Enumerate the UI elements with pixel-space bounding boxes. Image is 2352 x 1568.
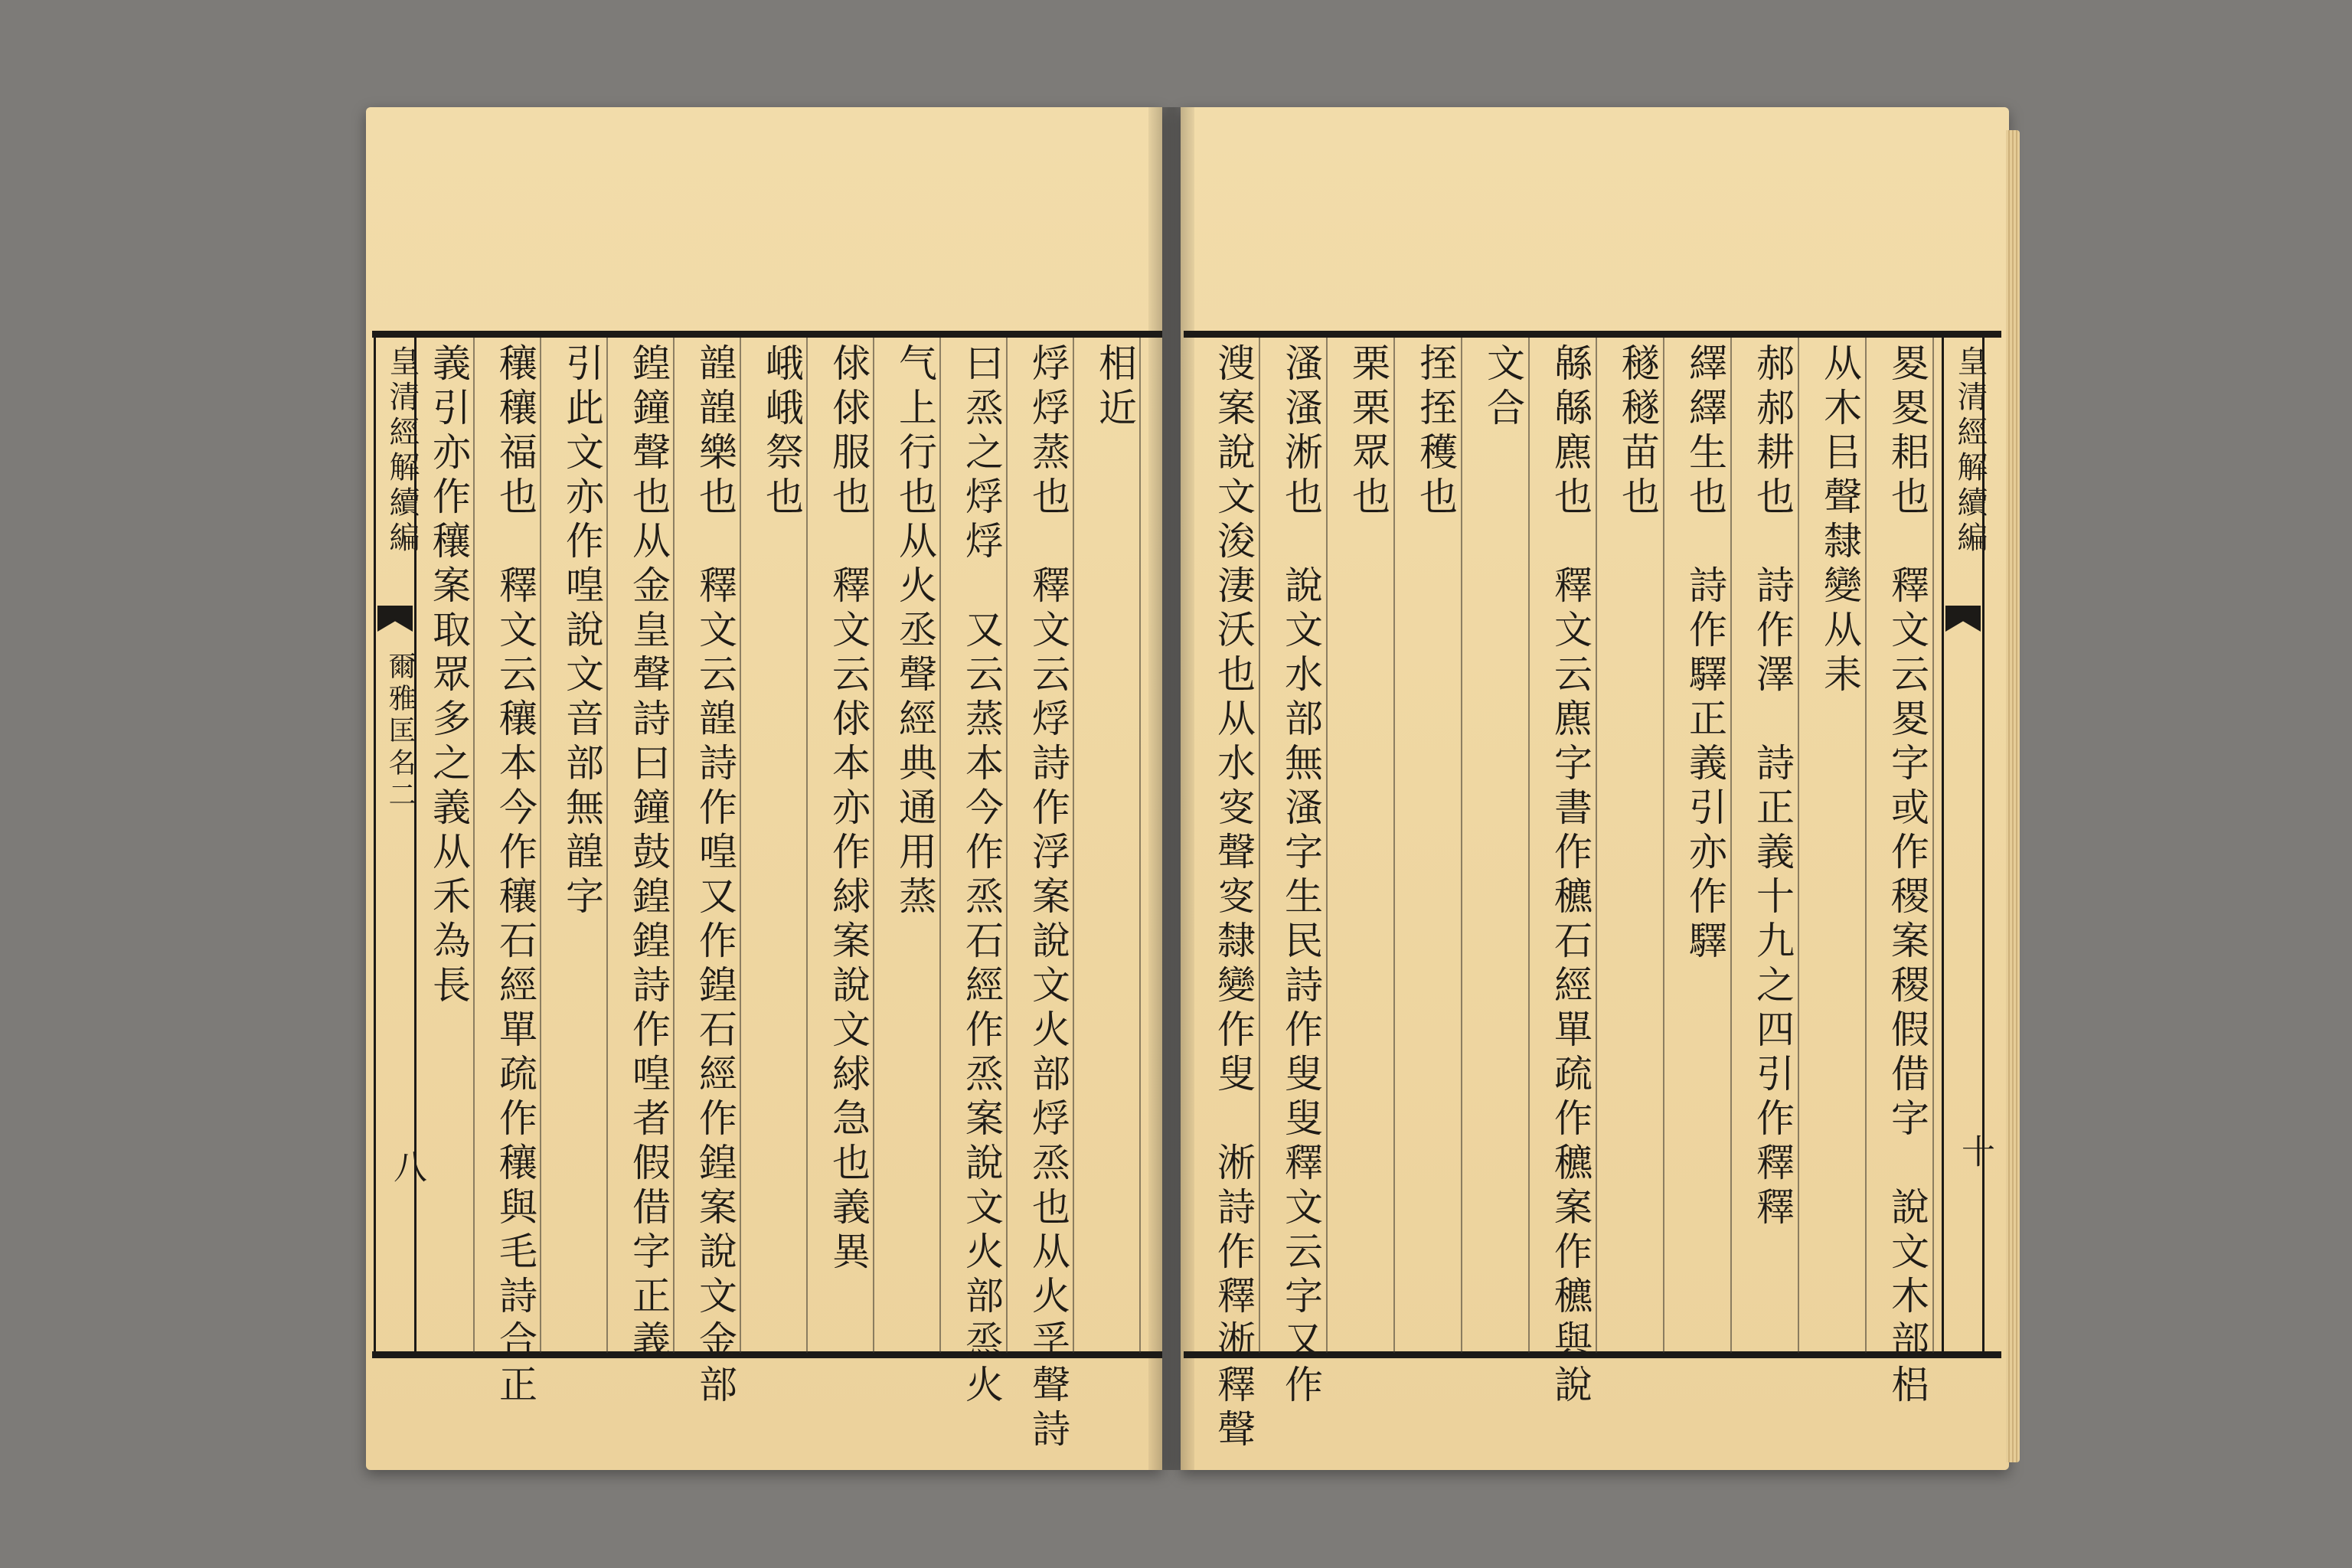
right-text-column: 溲案說文浚淒沃也从水叜聲叜隸變作叟 淅詩作釋淅釋聲 <box>1211 343 1256 1453</box>
column-rule <box>1730 338 1732 1353</box>
left-text-column: 气上行也从火丞聲經典通用蒸 <box>893 343 937 920</box>
column-rule <box>1932 338 1934 1353</box>
column-rule <box>1006 338 1008 1353</box>
right-text-column: 栗栗眾也 <box>1346 343 1390 521</box>
left-text-column: 鍠鐘聲也从金皇聲詩曰鐘鼓鍠鍠詩作喤者假借字正義 <box>626 343 671 1364</box>
left-text-column: 相近 <box>1093 343 1137 432</box>
column-rule <box>1663 338 1664 1353</box>
right-text-column: 穟穟苗也 <box>1615 343 1660 521</box>
right-text-column: 文合 <box>1481 343 1525 432</box>
column-rule <box>1073 338 1074 1353</box>
column-rule <box>1798 338 1799 1353</box>
left-text-column: 曰烝之烰烰 又云蒸本今作烝石經作烝案說文火部烝火 <box>959 343 1004 1409</box>
fish-tail-mark <box>1945 606 1981 632</box>
right-page-number: 十 <box>1955 1134 1994 1168</box>
left-header-title: 皇清經解續編 <box>384 345 420 557</box>
fish-tail-mark <box>377 606 413 632</box>
column-rule <box>606 338 608 1353</box>
column-rule <box>939 338 941 1353</box>
column-rule <box>740 338 741 1353</box>
left-text-column: 烰烰蒸也 釋文云烰詩作浮案說文火部烰烝也从火孚聲詩 <box>1026 343 1070 1453</box>
column-rule <box>1461 338 1462 1353</box>
right-text-column: 挃挃穫也 <box>1413 343 1458 521</box>
right-text-column: 从木㠯聲隸變从耒 <box>1818 343 1862 698</box>
column-rule <box>673 338 675 1353</box>
left-text-column: 峨峨祭也 <box>760 343 804 521</box>
right-text-column: 畟畟耜也 釋文云畟字或作稷案稷假借字 說文木部梠 <box>1885 343 1929 1409</box>
left-text-column: 穰穰福也 釋文云穰本今作穰石經單疏作穰與毛詩合正 <box>493 343 537 1409</box>
right-text-column: 繹繹生也 詩作驛正義引亦作驛 <box>1683 343 1727 965</box>
column-rule <box>1259 338 1260 1353</box>
column-rule <box>1528 338 1530 1353</box>
column-rule <box>1326 338 1328 1353</box>
right-margin-band <box>1942 338 1994 1353</box>
column-rule <box>873 338 874 1353</box>
column-rule <box>1865 338 1867 1353</box>
page-edges <box>2006 130 2020 1462</box>
column-rule <box>1139 338 1141 1353</box>
left-margin-band <box>374 338 426 1353</box>
left-text-column: 俅俅服也 釋文云俅本亦作絿案說文絿急也義異 <box>826 343 871 1276</box>
right-text-column: 溞溞淅也 說文水部無溞字生民詩作叟叟釋文云字又作 <box>1279 343 1323 1409</box>
column-rule <box>1393 338 1395 1353</box>
right-header-title: 皇清經解續編 <box>1952 345 1988 557</box>
left-section-title: 爾雅匡名二 <box>384 652 416 812</box>
left-page-number: 八 <box>387 1149 426 1183</box>
column-rule <box>806 338 808 1353</box>
left-text-column: 義引亦作穰案取眾多之義从禾為長 <box>426 343 471 1009</box>
column-rule <box>1596 338 1597 1353</box>
right-text-column: 郝郝耕也 詩作澤 詩正義十九之四引作釋釋 <box>1750 343 1795 1231</box>
left-text-column: 引此文亦作喤說文音部無韹字 <box>560 343 604 920</box>
column-rule <box>473 338 475 1353</box>
left-text-column: 韹韹樂也 釋文云韹詩作喤又作鍠石經作鍠案說文金部 <box>693 343 737 1409</box>
right-text-column: 緜緜麃也 釋文云麃字書作穮石經單疏作穮案作穮與說 <box>1548 343 1592 1409</box>
column-rule <box>540 338 541 1353</box>
